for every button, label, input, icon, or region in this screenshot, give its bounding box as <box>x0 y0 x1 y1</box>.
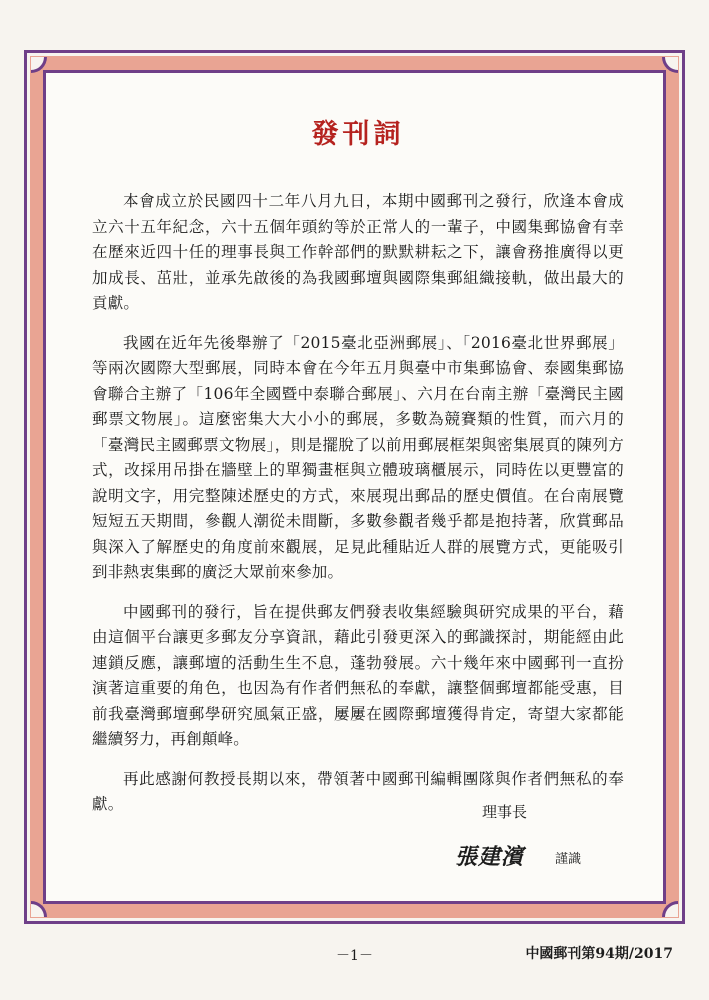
paragraph-3: 中國郵刊的發行，旨在提供郵友們發表收集經驗與研究成果的平台，藉由這個平台讓更多郵友分享資訊，藉此引發更深入的郵識探討，期能經由此連鎖反應，讓郵壇的活動生生不息，蓬勃發展。六十幾年來中國郵刊一直扮演著這重要的角色，也因為有作者們無私的奉獻，讓整個郵壇都能受惠，目前我臺灣郵壇郵學研究風氣正盛，屢屢在國際郵壇獲得肯定，寄望大家都能繼續努力，再創顛峰。 <box>92 602 624 748</box>
paragraph-4: 再此感謝何教授長期以來，帶領著中國郵刊編輯團隊與作者們無私的奉獻。 <box>92 769 624 813</box>
signature-name: 張建濱 <box>455 844 525 870</box>
paragraph-1: 本會成立於民國四十二年八月九日，本期中國郵刊之發行，欣逢本會成立六十五年紀念，六十五個年頭約等於正常人的一輩子，中國集郵協會有幸在歷來近四十任的理事長與工作幹部們的默默耕耘之下，讓會務推廣得以更加成長、茁壯，並承先啟後的為我國郵壇與國際集郵組織接軌，做出最大的貢獻。 <box>92 192 624 312</box>
page-title: 發刊詞 <box>311 119 405 150</box>
editorial-content <box>92 112 624 832</box>
page-number: －1－ <box>336 948 373 964</box>
signature-role: 理事長 <box>482 803 528 821</box>
signature-suffix: 謹識 <box>555 852 582 867</box>
paragraph-2: 我國在近年先後舉辦了「2015臺北亞洲郵展」、「2016臺北世界郵展」等兩次國際大型郵展，同時本會在今年五月與臺中市集郵協會、泰國集郵協會聯合主辦了「106年全國暨中泰聯合郵展」、六月在台南主辦「臺灣民主國郵票文物展」。這麼密集大大小小的郵展，多數為競賽類的性質，而六月的「臺灣民主國郵票文物展」，則是擺脫了以前用郵展框架與密集展頁的陳列方式，改採用吊掛在牆壁上的單獨畫框與立體玻璃櫃展示，同時佐以更豐富的說明文字，用完整陳述歷史的方式，來展現出郵品的歷史價值。在台南展覽短短五天期間，參觀人潮從未間斷，多數參觀者幾乎都是抱持著，欣賞郵品與深入了解歷史的角度前來觀展，足見此種貼近人群的展覽方式，更能吸引到非熱衷集郵的廣泛大眾前來參加。 <box>92 333 624 581</box>
publication-footer: 中國郵刊第94期/2017 <box>525 946 673 962</box>
